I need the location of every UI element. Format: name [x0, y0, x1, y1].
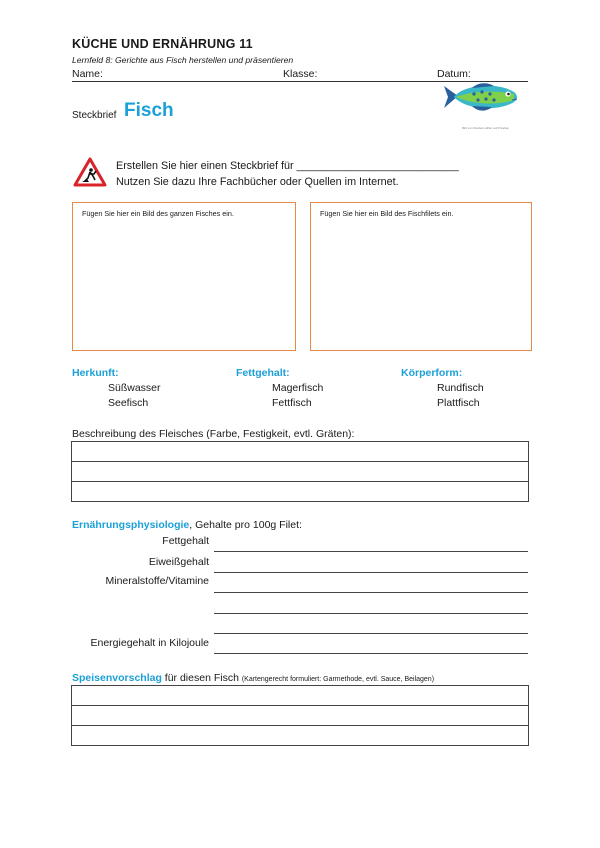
minerals-label: Mineralstoffe/Vitamine [105, 575, 209, 587]
dish-heading [72, 672, 434, 684]
protein-content-line[interactable] [214, 572, 528, 573]
fish-illustration [442, 80, 522, 116]
origin-seafish: Seefisch [108, 397, 149, 409]
minerals-line-2[interactable] [214, 613, 528, 614]
dish-grid[interactable] [71, 685, 529, 746]
nutrition-heading [72, 519, 302, 531]
origin-freshwater: Süßwasser [108, 382, 161, 394]
origin-heading: Herkunft: [72, 367, 119, 379]
minerals-line-3[interactable] [214, 633, 528, 634]
shape-round: Rundfisch [437, 382, 484, 394]
dish-note: (Kartengerecht formuliert: Garmethode, evtl. Sauce, Beilagen) [241, 676, 435, 683]
nutrition-rest: , Gehalte pro 100g Filet: [189, 519, 302, 531]
filet-image-hint: Fügen Sie hier ein Bild des Fischfilets ein. [320, 209, 454, 218]
fat-content-label: Fettgehalt [162, 535, 209, 547]
shape-heading: Körperform: [401, 367, 463, 379]
image-credit: Bild von Mediamodifier auf Pixabay [462, 126, 509, 130]
date-label: Datum: [437, 68, 471, 80]
dish-rest: für diesen Fisch [161, 672, 242, 684]
energy-line[interactable] [214, 653, 528, 654]
minerals-line-1[interactable] [214, 592, 528, 593]
nutrition-accent: Ernährungsphysiologie [72, 519, 190, 531]
brief-prefix: Steckbrief [72, 110, 117, 121]
dish-row[interactable] [72, 726, 528, 746]
brief-word: Fisch [124, 100, 174, 121]
dish-row[interactable] [72, 686, 528, 706]
roadwork-warning-icon [73, 157, 107, 187]
dish-accent: Speisenvorschlag [72, 672, 162, 684]
whole-fish-image-hint: Fügen Sie hier ein Bild des ganzen Fisches ein. [82, 209, 234, 218]
whole-fish-image-box[interactable] [72, 202, 296, 351]
description-row[interactable] [72, 462, 528, 482]
class-label: Klasse: [283, 68, 318, 80]
name-label: Name: [72, 68, 103, 80]
fat-heading: Fettgehalt: [236, 367, 290, 379]
shape-flat: Plattfisch [437, 397, 480, 409]
instruction-line-2: Nutzen Sie dazu Ihre Fachbücher oder Quellen im Internet. [116, 176, 399, 188]
dish-row[interactable] [72, 706, 528, 726]
description-row[interactable] [72, 482, 528, 502]
filet-image-box[interactable] [310, 202, 532, 351]
fat-lean: Magerfisch [272, 382, 324, 394]
description-row[interactable] [72, 442, 528, 462]
fat-content-line[interactable] [214, 551, 528, 552]
description-label: Beschreibung des Fleisches (Farbe, Festigkeit, evtl. Gräten): [72, 428, 355, 440]
worksheet-title: KÜCHE UND ERNÄHRUNG 11 [72, 37, 253, 51]
energy-label: Energiegehalt in Kilojoule [90, 637, 209, 649]
fat-fatty: Fettfisch [272, 397, 312, 409]
protein-content-label: Eiweißgehalt [148, 556, 209, 568]
description-grid[interactable] [71, 441, 529, 502]
worksheet-subtitle: Lernfeld 8: Gerichte aus Fisch herstellen und präsentieren [72, 55, 294, 65]
instruction-line-1: Erstellen Sie hier einen Steckbrief für ___________________________ [116, 160, 459, 172]
